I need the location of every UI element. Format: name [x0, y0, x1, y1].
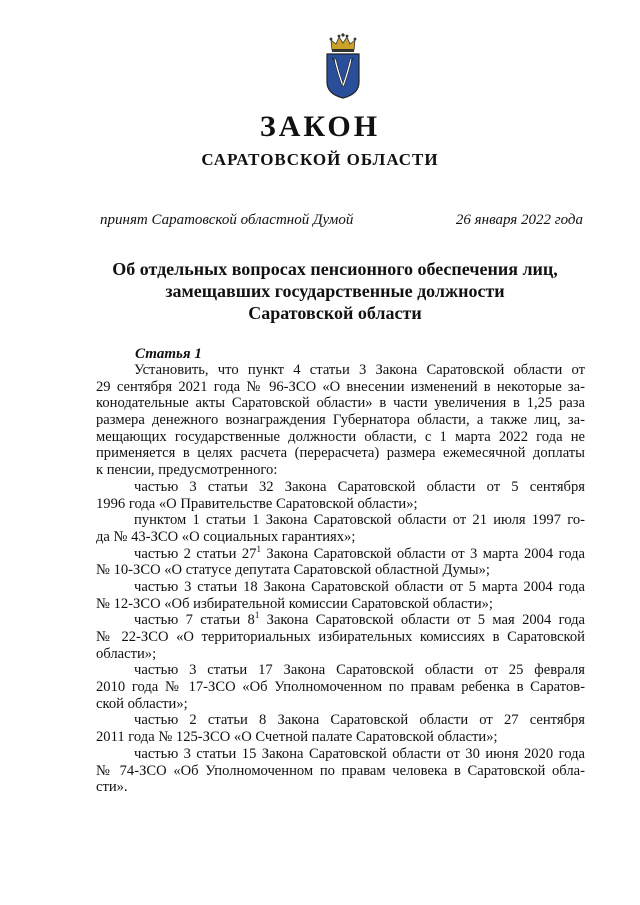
superscript: 1	[256, 543, 261, 554]
text-segment: Закона Саратовской области от 3 марта 2004 года	[260, 545, 586, 562]
heading-line: Об отдельных вопросах пенсионного обеспечения лиц,	[112, 259, 558, 279]
text-line: применяется в целях расчета (перерасчета) размера ежемесячной доплаты	[96, 445, 585, 462]
text-segment: частью 2 статьи 27	[134, 545, 257, 562]
text-line: 2011 года № 125-ЗСО «О Счетной палате Саратовской области»;	[96, 729, 498, 746]
text-segment: Закона Саратовской области от 5 мая 2004 года	[259, 612, 586, 629]
adoption-date: 26 января 2022 года	[455, 212, 583, 228]
article-body	[96, 362, 585, 796]
text-line: сти».	[96, 779, 128, 796]
text-line: № 10-ЗСО «О статусе депутата Саратовской областной Думы»;	[96, 562, 490, 579]
text-line: к пенсии, предусмотренного:	[96, 462, 278, 479]
text-line: № 22-ЗСО «О территориальных избирательных комиссиях в Саратовской	[96, 629, 585, 645]
region-name: САРАТОВСКОЙ ОБЛАСТИ	[201, 150, 439, 169]
law-heading	[80, 258, 590, 324]
text-line: частью 3 статьи 18 Закона Саратовской области от 5 марта 2004 года	[134, 578, 585, 595]
text-line: 2010 года № 17-ЗСО «Об Уполномоченном по правам ребенка в Саратов-	[96, 679, 585, 696]
text-line: мещающих государственные должности области, с 1 марта 2022 года не	[96, 428, 585, 445]
article-title: Статья 1	[135, 346, 202, 362]
law-title: ЗАКОН	[259, 110, 381, 143]
text-line: Установить, что пункт 4 статьи 3 Закона Саратовской области от	[134, 362, 585, 378]
text-line: частью 2 статьи 8 Закона Саратовской области от 27 сентября	[134, 712, 585, 729]
text-line: 1996 года «О Правительстве Саратовской области»;	[96, 495, 418, 512]
text-line: да № 43-ЗСО «О социальных гарантиях»;	[96, 528, 356, 545]
text-line: частью 3 статьи 15 Закона Саратовской области от 30 июня 2020 года	[134, 745, 585, 762]
text-line: 29 сентября 2021 года № 96-ЗСО «О внесении изменений в некоторые за-	[96, 378, 585, 395]
text-line: области»;	[96, 645, 157, 662]
superscript: 1	[254, 610, 260, 621]
text-line: размера денежного вознаграждения Губернатора области, а также лиц, за-	[96, 412, 585, 429]
text-line	[96, 612, 585, 629]
text-line: частью 3 статьи 17 Закона Саратовской области от 25 февраля	[134, 662, 585, 679]
saratov-coat-of-arms-emblem	[323, 32, 363, 100]
text-line	[96, 543, 586, 563]
text-line: ской области»;	[96, 695, 188, 712]
heading-line: Саратовской области	[248, 303, 422, 323]
heading-line: замещавших государственные должности	[165, 281, 505, 301]
text-line: № 74-ЗСО «Об Уполномоченном по правам человека в Саратовской обла-	[96, 762, 585, 779]
text-line: частью 3 статьи 32 Закона Саратовской области от 5 сентября	[134, 478, 585, 495]
text-line: пунктом 1 статьи 1 Закона Саратовской области от 21 июля 1997 го-	[134, 512, 585, 529]
text-line: конодательные акты Саратовской области» в части увеличения в 1,25 раза	[96, 395, 585, 412]
text-segment: частью 7 статьи 8	[134, 612, 255, 629]
text-line: № 12-ЗСО «Об избирательной комиссии Саратовской области»;	[96, 595, 493, 612]
adopted-by-text: принят Саратовской областной Думой	[100, 212, 354, 228]
